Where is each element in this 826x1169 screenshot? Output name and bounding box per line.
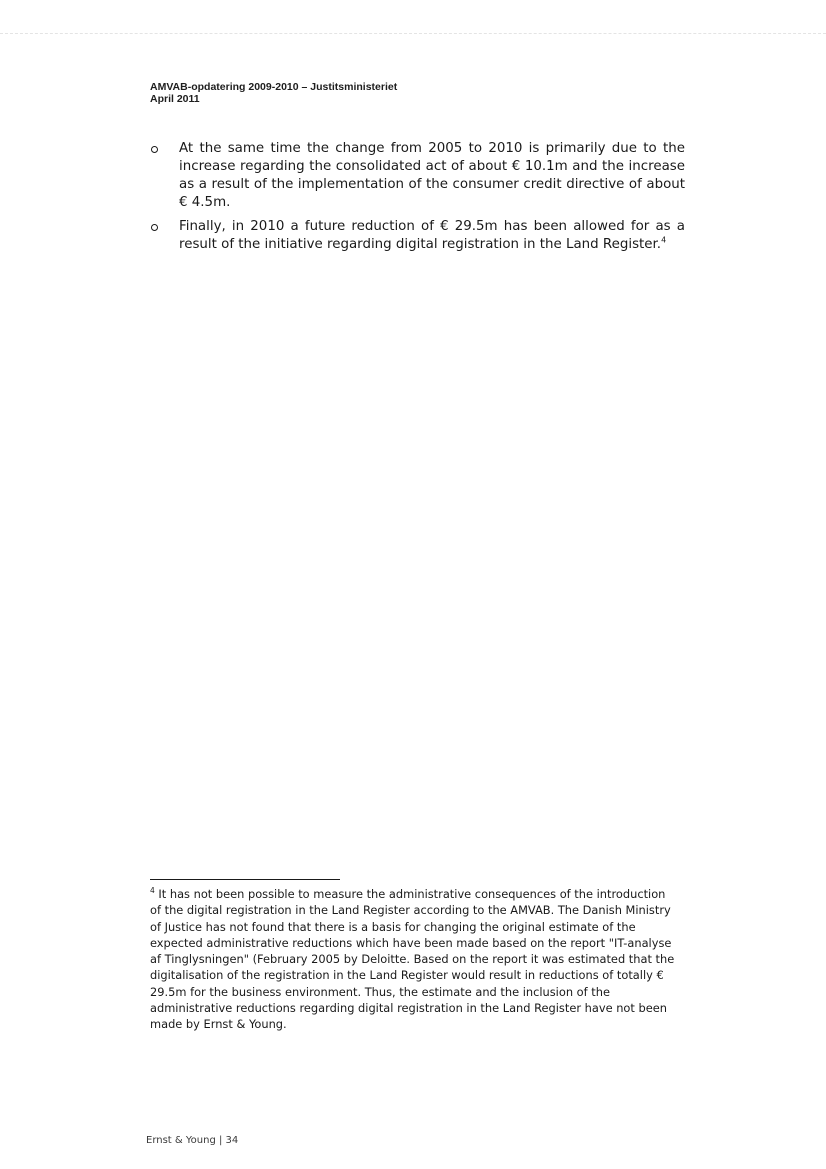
bullet-item xyxy=(150,140,685,212)
bullet-icon xyxy=(151,146,158,153)
bullet-text: Finally, in 2010 a future reduction of € 29.5m has been allowed for as a result of the initiative regarding digital registration in the Land Register. xyxy=(179,219,685,252)
bullet-text: At the same time the change from 2005 to 2010 is primarily due to the increase regarding the consolidated act of about € 10.1m and the increase as a result of the implementation of the consumer credit directive of about € 4.5m. xyxy=(179,141,685,210)
header-date: April 2011 xyxy=(150,93,200,105)
document-header xyxy=(150,81,397,105)
footnote-number: 4 xyxy=(150,886,155,896)
page-footer: Ernst & Young | 34 xyxy=(146,1135,239,1146)
scan-artifact-line xyxy=(0,33,826,34)
bullet-list xyxy=(150,140,685,260)
footnote-text: It has not been possible to measure the administrative consequences of the introduction of the digital registration in the Land Register according to the AMVAB. The Danish Ministry of Justice has not found that there is a basis for changing the original estimate of the expected administrative reductions which have been made based on the report "IT-analyse af Tinglysningen" (February 2005 by Deloitte. Based on the report it was estimated that the digitalisation of the registration in the Land Register would result in reductions of totally € 29.5m for the business environment. Thus, the estimate and the inclusion of the administrative reductions regarding digital registration in the Land Register have not been made by Ernst & Young. xyxy=(150,887,675,1032)
header-title: AMVAB-opdatering 2009-2010 – Justitsministeriet xyxy=(150,81,398,93)
bullet-icon xyxy=(151,224,158,231)
bullet-item xyxy=(150,218,685,254)
footnote-divider xyxy=(150,879,340,880)
footnote xyxy=(150,886,676,1033)
footnote-reference: 4 xyxy=(661,235,667,245)
